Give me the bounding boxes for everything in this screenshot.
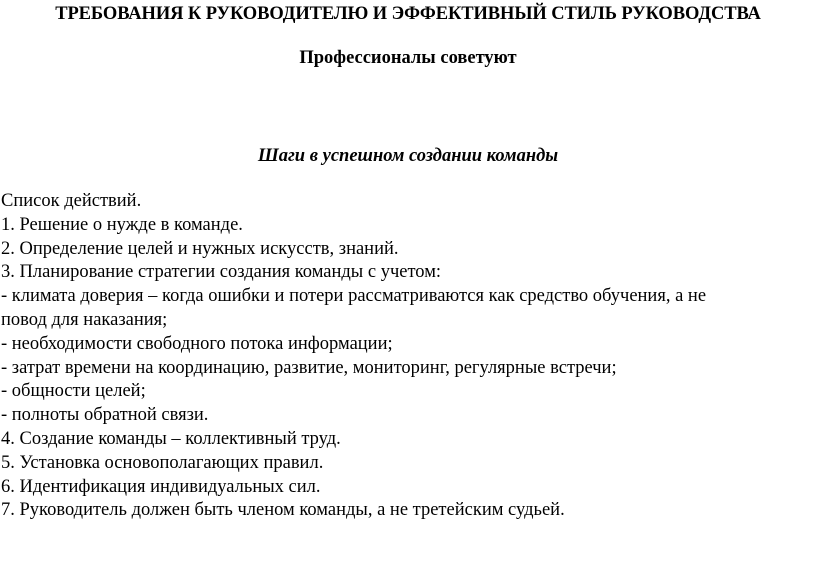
document-subtitle: Профессионалы советуют — [299, 48, 517, 68]
list-item: 1. Решение о нужде в команде. — [1, 214, 243, 235]
list-subitem: - полноты обратной связи. — [1, 405, 209, 426]
list-item: 5. Установка основополагающих правил. — [1, 452, 324, 473]
list-subitem-continuation: повод для наказания; — [1, 309, 168, 330]
action-list — [1, 190, 801, 523]
list-item: 4. Создание команды – коллективный труд. — [1, 428, 341, 449]
list-subitem: - климата доверия – когда ошибки и потери рассматриваются как средство обучения, а не — [1, 286, 707, 307]
list-item: 3. Планирование стратегии создания команды с учетом: — [1, 262, 442, 283]
section-title: Шаги в успешном создании команды — [257, 146, 559, 166]
list-item: 6. Идентификация индивидуальных сил. — [1, 476, 321, 497]
list-intro: Список действий. — [1, 191, 142, 211]
list-item: 2. Определение целей и нужных искусств, знаний. — [1, 238, 399, 259]
list-subitem: - общности целей; — [1, 381, 146, 402]
list-subitem: - необходимости свободного потока информации; — [1, 333, 393, 354]
list-item: 7. Руководитель должен быть членом команды, а не третейским судьей. — [1, 500, 565, 521]
document-title: ТРЕБОВАНИЯ К РУКОВОДИТЕЛЮ И ЭФФЕКТИВНЫЙ СТИЛЬ РУКОВОДСТВА — [55, 4, 761, 24]
list-subitem: - затрат времени на координацию, развитие, мониторинг, регулярные встречи; — [1, 357, 617, 378]
